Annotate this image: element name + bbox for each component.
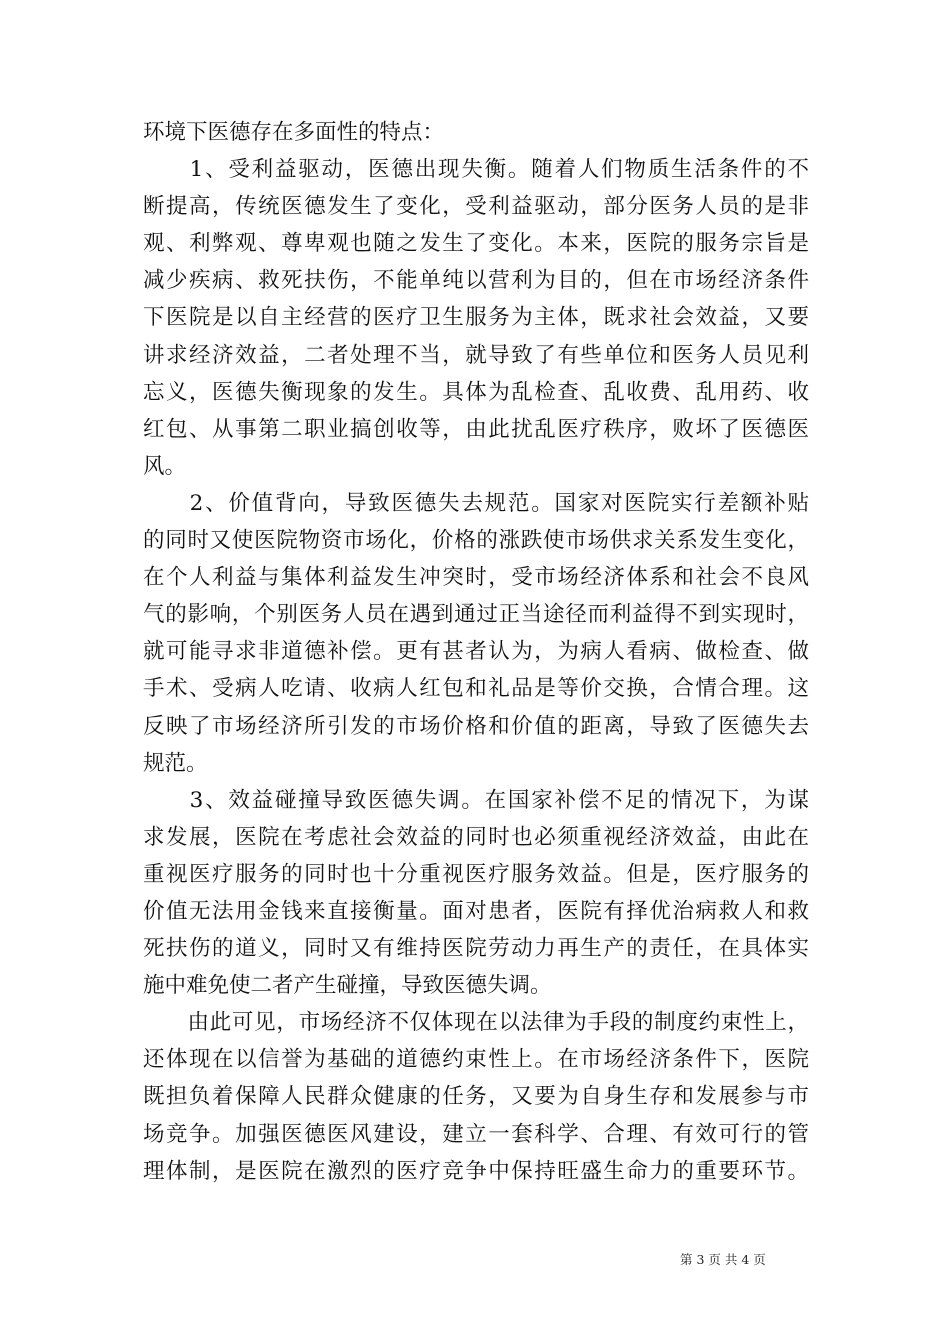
paragraph-line: 观、利弊观、尊卑观也随之发生了变化。本来，医院的服务宗旨是 — [143, 231, 809, 257]
paragraph-line: 理体制，是医院在激烈的医疗竞争中保持旺盛生命力的重要环节。 — [143, 1158, 809, 1184]
paragraph-line: 规范。 — [143, 750, 208, 776]
paragraph-line: 减少疾病、救死扶伤，不能单纯以营利为目的，但在市场经济条件 — [143, 268, 809, 294]
paragraph-line: 价值无法用金钱来直接衡量。面对患者，医院有择优治病救人和救 — [143, 898, 809, 924]
paragraph-line: 重视医疗服务的同时也十分重视医疗服务效益。但是，医疗服务的 — [143, 861, 809, 887]
paragraph-line: 2、价值背向，导致医德失去规范。国家对医院实行差额补贴 — [143, 490, 809, 516]
paragraph-line: 风。 — [143, 453, 187, 479]
paragraph-line: 场竞争。加强医德医风建设，建立一套科学、合理、有效可行的管 — [143, 1121, 809, 1147]
page-number: 第 3 页 共 4 页 — [680, 1252, 766, 1267]
paragraph-line: 断提高，传统医德发生了变化，受利益驱动，部分医务人员的是非 — [143, 194, 809, 220]
paragraph-line: 求发展，医院在考虑社会效益的同时也必须重视经济效益，由此在 — [143, 824, 809, 850]
paragraph-line: 的同时又使医院物资市场化，价格的涨跌使市场供求关系发生变化， — [143, 528, 809, 554]
paragraph-line: 下医院是以自主经营的医疗卫生服务为主体，既求社会效益，又要 — [143, 305, 809, 331]
paragraph-line: 还体现在以信誉为基础的道德约束性上。在市场经济条件下，医院 — [143, 1047, 809, 1073]
paragraph-line: 在个人利益与集体利益发生冲突时，受市场经济体系和社会不良风 — [143, 565, 809, 591]
paragraph-line: 反映了市场经济所引发的市场价格和价值的距离，导致了医德失去 — [143, 713, 809, 739]
document-body — [143, 114, 809, 1190]
paragraph-line: 红包、从事第二职业搞创收等，由此扰乱医疗秩序，败坏了医德医 — [143, 416, 809, 442]
paragraph-line: 1、受利益驱动，医德出现失衡。随着人们物质生活条件的不 — [143, 157, 809, 183]
paragraph-line: 忘义，医德失衡现象的发生。具体为乱检查、乱收费、乱用药、收 — [143, 379, 809, 405]
paragraph-line: 施中难免使二者产生碰撞，导致医德失调。 — [143, 973, 552, 999]
paragraph-line: 手术、受病人吃请、收病人红包和礼品是等价交换，合情合理。这 — [143, 676, 809, 702]
paragraph-line: 讲求经济效益，二者处理不当，就导致了有些单位和医务人员见利 — [143, 342, 809, 368]
paragraph-line: 3、效益碰撞导致医德失调。在国家补偿不足的情况下，为谋 — [143, 787, 809, 813]
paragraph-line: 环境下医德存在多面性的特点： — [143, 120, 445, 145]
paragraph-line: 气的影响，个别医务人员在遇到通过正当途径而利益得不到实现时， — [143, 602, 809, 628]
paragraph-line: 既担负着保障人民群众健康的任务，又要为自身生存和发展参与市 — [143, 1084, 809, 1110]
paragraph-line: 由此可见，市场经济不仅体现在以法律为手段的制度约束性上， — [143, 1010, 809, 1036]
paragraph-line: 就可能寻求非道德补偿。更有甚者认为，为病人看病、做检查、做 — [143, 639, 809, 665]
paragraph-line: 死扶伤的道义，同时又有维持医院劳动力再生产的责任，在具体实 — [143, 936, 809, 962]
